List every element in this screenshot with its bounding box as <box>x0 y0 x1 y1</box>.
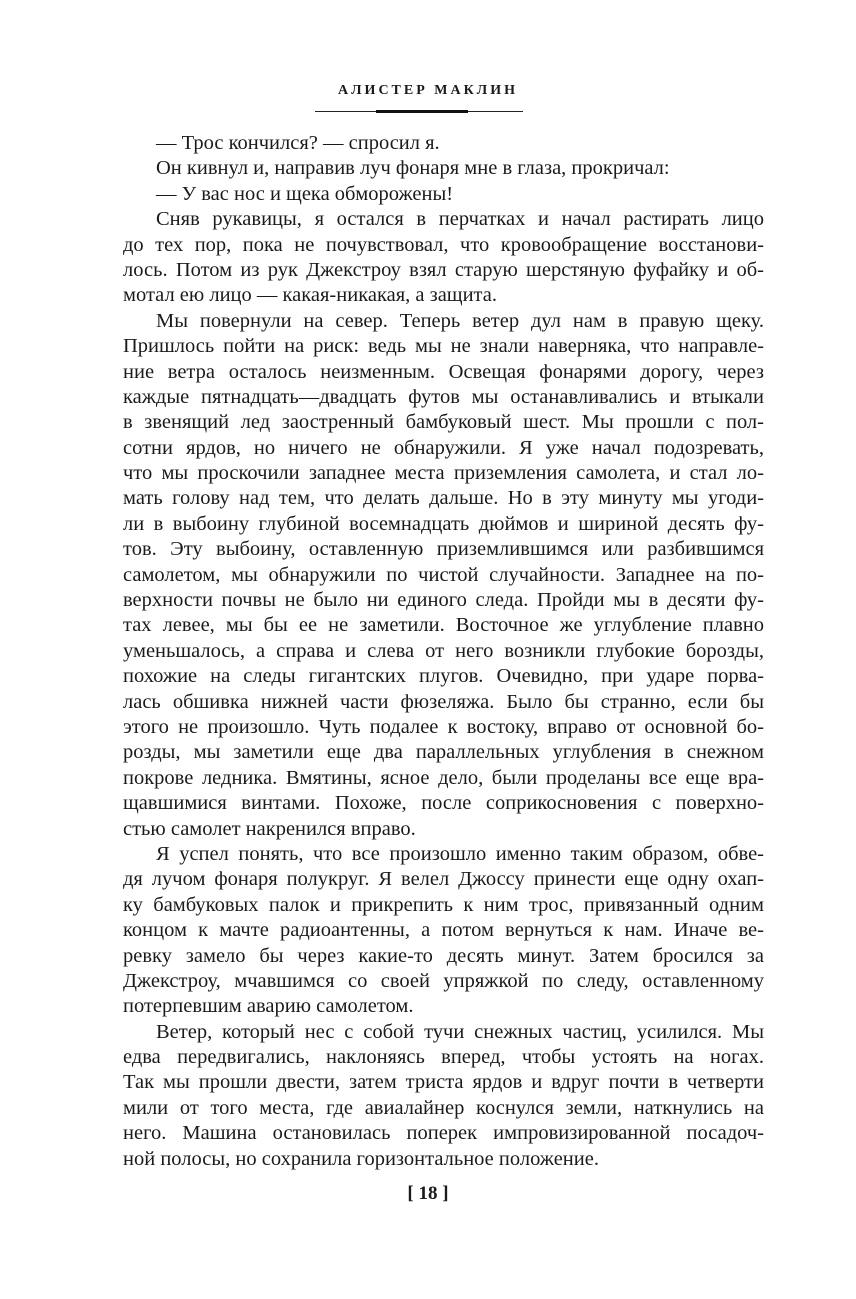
text-line: концом к мачте радиоантенны, а потом вернуться к нам. Иначе ве- <box>123 919 764 942</box>
header-rule-accent <box>376 110 468 113</box>
text-line: ной полосы, но сохранила горизонтальное положение. <box>123 1147 599 1170</box>
running-header: АЛИСТЕР МАКЛИН <box>338 83 518 98</box>
text-line: в звенящий лед заостренный бамбуковый шест. Мы прошли с пол- <box>123 411 764 434</box>
text-line: ние ветра осталось неизменным. Освещая фонарями дорогу, через <box>123 360 764 383</box>
text-line: едва передвигались, наклоняясь вперед, чтобы устоять на ногах. <box>123 1046 764 1069</box>
text-line: тов. Эту выбоину, оставленную приземлившимся или разбившимся <box>123 538 764 561</box>
page-number: [ 18 ] <box>407 1183 449 1204</box>
text-line: верхности почвы не было ни единого следа. Пройди мы в десяти фу- <box>123 589 764 612</box>
text-line: до тех пор, пока не почувствовал, что кровообращение восстанови- <box>123 233 764 256</box>
text-line: этого не произошло. Чуть подалее к востоку, вправо от основной бо- <box>123 715 764 738</box>
text-line: розды, мы заметили еще два параллельных углубления в снежном <box>123 741 764 764</box>
text-line: тах левее, мы бы ее не заметили. Восточное же углубление плавно <box>123 614 764 637</box>
text-line: лось. Потом из рук Джекстроу взял старую шерстяную фуфайку и об- <box>123 258 764 281</box>
text-line: — У вас нос и щека обморожены! <box>156 182 454 205</box>
body-text <box>123 131 764 1172</box>
text-line: щавшимися винтами. Похоже, после соприкосновения с поверхно- <box>123 792 764 815</box>
text-line: дя лучом фонаря полукруг. Я велел Джоссу принести еще одну охап- <box>123 868 764 891</box>
text-line: похожие на следы гигантских плугов. Очевидно, при ударе порва- <box>123 665 764 688</box>
text-line: потерпевшим аварию самолетом. <box>123 995 414 1018</box>
text-line: мили от того места, где авиалайнер коснулся земли, наткнулись на <box>123 1096 764 1119</box>
text-line: Пришлось пойти на риск: ведь мы не знали наверняка, что направле- <box>123 335 764 358</box>
text-line: ревку замело бы через какие-то десять минут. Затем бросился за <box>123 944 764 967</box>
text-line: ку бамбуковых палок и прикрепить к ним трос, привязанный одним <box>123 893 764 916</box>
text-line: ли в выбоину глубиной восемнадцать дюймов и шириной десять фу- <box>123 512 764 535</box>
text-line: мать голову над тем, что делать дальше. Но в эту минуту мы угоди- <box>123 487 764 510</box>
text-line: Мы повернули на север. Теперь ветер дул нам в правую щеку. <box>156 309 764 332</box>
text-line: что мы проскочили западнее места приземления самолета, и стал ло- <box>123 462 764 485</box>
text-line: уменьшалось, а справа и слева от него возникли глубокие борозды, <box>123 639 764 662</box>
text-line: мотал ею лицо — какая-никакая, а защита. <box>123 284 497 307</box>
text-line: самолетом, мы обнаружили по чистой случайности. Западнее на по- <box>123 563 764 586</box>
text-line: лась обшивка нижней части фюзеляжа. Было бы странно, если бы <box>123 690 764 713</box>
text-line: Джекстроу, мчавшимся со своей упряжкой по следу, оставленному <box>123 969 764 992</box>
text-line: Ветер, который нес с собой тучи снежных частиц, усилился. Мы <box>156 1020 764 1043</box>
text-line: каждые пятнадцать—двадцать футов мы останавливались и втыкали <box>123 385 764 408</box>
text-line: Он кивнул и, направив луч фонаря мне в глаза, прокричал: <box>156 157 670 180</box>
text-line: покрове ледника. Вмятины, ясное дело, были проделаны все еще вра- <box>123 766 764 789</box>
text-line: Так мы прошли двести, затем триста ярдов и вдруг почти в четверти <box>123 1071 764 1094</box>
text-line: стью самолет накренился вправо. <box>123 817 416 840</box>
text-line: сотни ярдов, но ничего не обнаружили. Я уже начал подозревать, <box>123 436 764 459</box>
text-line: — Трос кончился? — спросил я. <box>156 132 440 154</box>
text-line: Сняв рукавицы, я остался в перчатках и начал растирать лицо <box>156 208 764 231</box>
text-line: него. Машина остановилась поперек импровизированной посадоч- <box>123 1122 764 1145</box>
text-line: Я успел понять, что все произошло именно таким образом, обве- <box>156 842 764 865</box>
